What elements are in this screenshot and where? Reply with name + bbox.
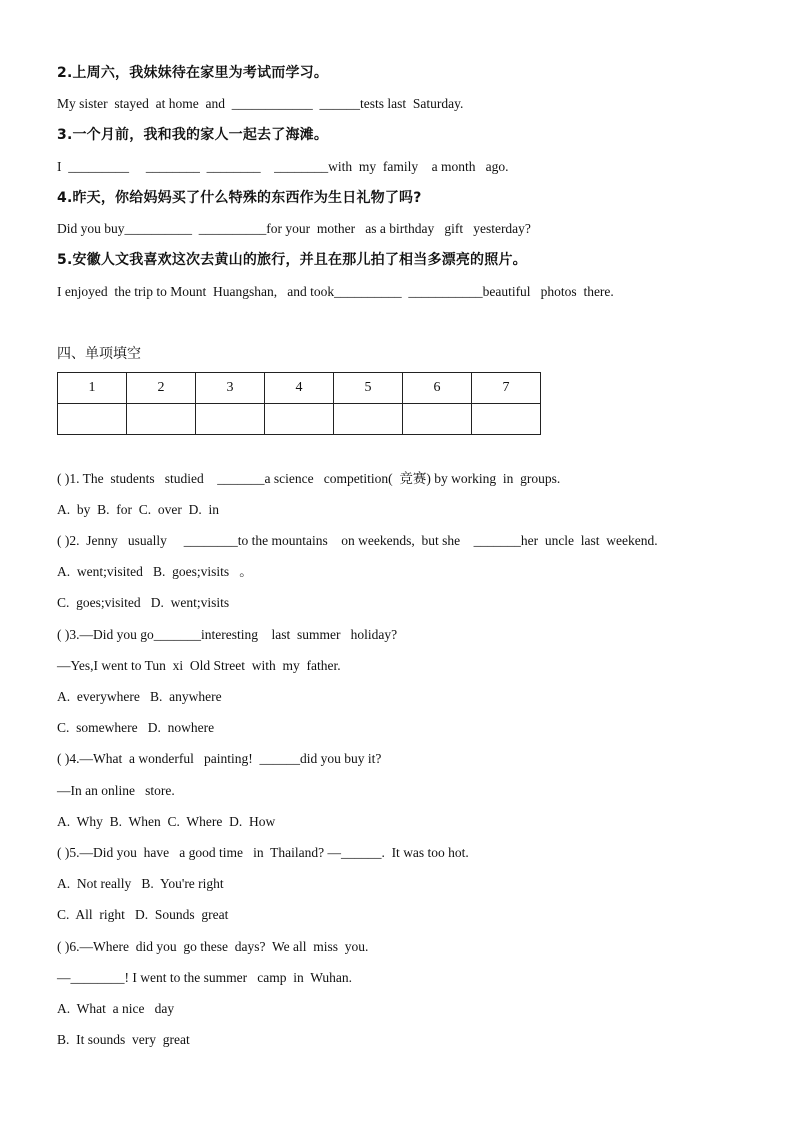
- item-4-chinese: 4.昨天，你给妈妈买了什么特殊的东西作为生日礼物了吗?: [57, 190, 422, 206]
- answer-cell[interactable]: [403, 404, 472, 435]
- item-5-chinese: 5.安徽人文我喜欢这次去黄山的旅行，并且在那儿拍了相当多漂亮的照片。: [57, 252, 527, 268]
- question-2-options: C. goes;visited D. went;visits: [57, 595, 230, 610]
- question-3-stem: ( )3.—Did you go_______interesting last summer holiday?: [57, 627, 398, 642]
- item-2-english: My sister stayed at home and ____________ ______tests last Saturday.: [57, 96, 464, 111]
- section-4-heading: 四、单项填空: [57, 346, 141, 362]
- answer-cell[interactable]: [334, 404, 403, 435]
- question-3-options: C. somewhere D. nowhere: [57, 720, 215, 735]
- question-1-stem: ( )1. The students studied _______a science competition( 竞赛) by working in groups.: [57, 471, 561, 486]
- question-6-options: A. What a nice day: [57, 1001, 175, 1016]
- answer-grid-answer-row: [58, 404, 541, 435]
- answer-cell[interactable]: [265, 404, 334, 435]
- item-3-chinese: 3.一个月前，我和我的家人一起去了海滩。: [57, 127, 329, 143]
- question-6-stem: ( )6.—Where did you go these days? We all miss you.: [57, 939, 369, 954]
- answer-cell[interactable]: [472, 404, 541, 435]
- answer-cell[interactable]: [127, 404, 196, 435]
- answer-grid-header: 5: [334, 373, 403, 404]
- question-5-options: C. All right D. Sounds great: [57, 907, 229, 922]
- answer-grid: [57, 372, 541, 435]
- question-3-options: A. everywhere B. anywhere: [57, 689, 222, 704]
- question-2-options: A. went;visited B. goes;visits 。: [57, 564, 253, 579]
- item-3-english: I _________ ________ ________ ________with my family a month ago.: [57, 159, 509, 174]
- answer-cell[interactable]: [196, 404, 265, 435]
- answer-grid-header: 3: [196, 373, 265, 404]
- answer-grid-header: 2: [127, 373, 196, 404]
- item-5-english: I enjoyed the trip to Mount Huangshan, and took__________ ___________beautiful photos there.: [57, 284, 614, 299]
- answer-cell[interactable]: [58, 404, 127, 435]
- question-5-options: A. Not really B. You're right: [57, 876, 224, 891]
- answer-grid-header: 1: [58, 373, 127, 404]
- answer-grid-header: 7: [472, 373, 541, 404]
- answer-grid-header-row: [58, 373, 541, 404]
- question-1-options: A. by B. for C. over D. in: [57, 502, 219, 517]
- question-4-reply: —In an online store.: [57, 783, 175, 798]
- answer-grid-header: 4: [265, 373, 334, 404]
- question-6-reply: —________! I went to the summer camp in Wuhan.: [57, 970, 353, 985]
- question-4-stem: ( )4.—What a wonderful painting! ______did you buy it?: [57, 751, 382, 766]
- question-4-options: A. Why B. When C. Where D. How: [57, 814, 276, 829]
- item-4-english: Did you buy__________ __________for your mother as a birthday gift yesterday?: [57, 221, 531, 236]
- question-2-stem: ( )2. Jenny usually ________to the mountains on weekends, but she _______her uncle last weekend.: [57, 533, 658, 548]
- item-2-chinese: 2.上周六，我妹妹待在家里为考试而学习。: [57, 65, 329, 81]
- question-5-stem: ( )5.—Did you have a good time in Thailand? —______. It was too hot.: [57, 845, 469, 860]
- question-3-reply: —Yes,I went to Tun xi Old Street with my father.: [57, 658, 341, 673]
- question-6-options: B. It sounds very great: [57, 1032, 190, 1047]
- answer-grid-header: 6: [403, 373, 472, 404]
